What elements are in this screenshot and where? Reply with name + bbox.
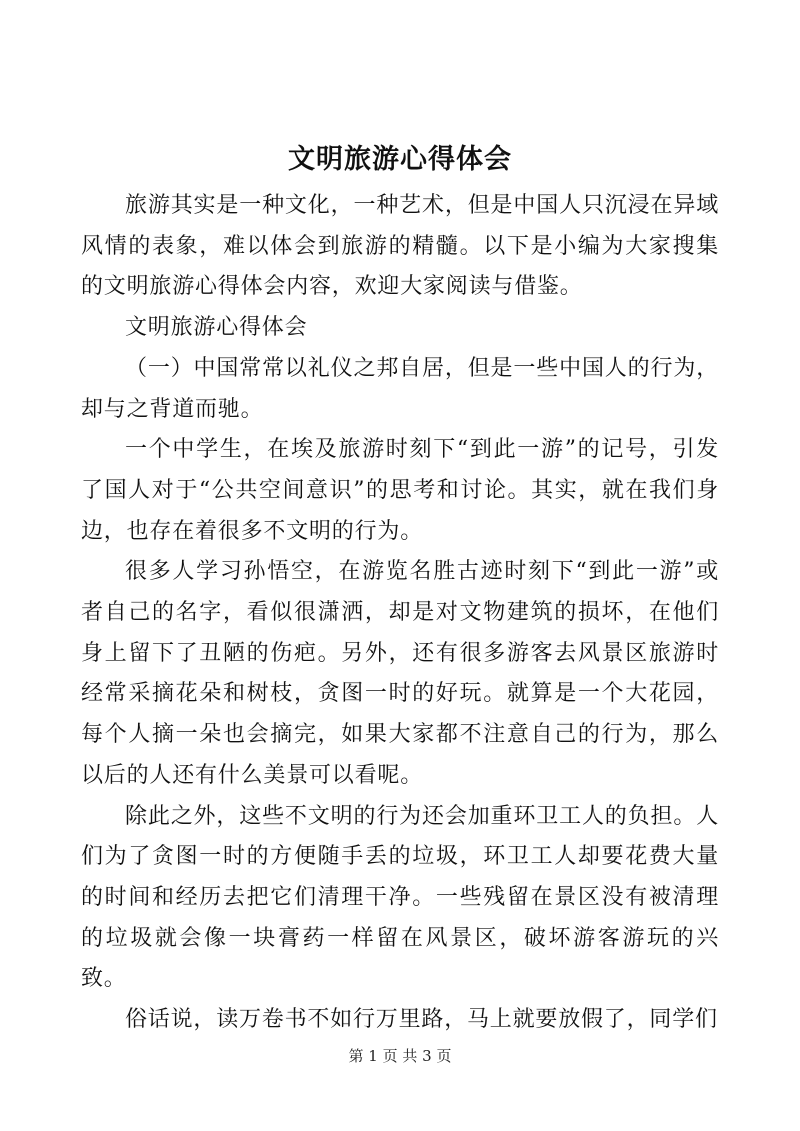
document-body (81, 186, 719, 1041)
paragraph-section-one: （一）中国常常以礼仪之邦自居，但是一些中国人的行为，却与之背道而驰。 (81, 355, 719, 422)
page-footer: 第 1 页 共 3 页 (348, 1047, 452, 1065)
document-title: 文明旅游心得体会 (288, 144, 512, 175)
paragraph-proverb: 俗话说，读万卷书不如行万里路，马上就要放假了，同学们 (125, 1007, 718, 1033)
paragraph-egypt-student: 一个中学生，在埃及旅游时刻下“到此一游”的记号，引发了国人对于“公共空间意识”的思考和讨论。其实，就在我们身边，也存在着很多不文明的行为。 (81, 437, 719, 544)
paragraph-sun-wukong: 很多人学习孙悟空，在游览名胜古迹时刻下“到此一游”或者自己的名字，看似很潇洒，却是对文物建筑的损坏，在他们身上留下了丑陋的伤疤。另外，还有很多游客去风景区旅游时经常采摘花朵和树枝，贪图一时的好玩。就算是一个大花园，每个人摘一朵也会摘完，如果大家都不注意自己的行为，那么以后的人还有什么美景可以看呢。 (81, 559, 719, 788)
paragraph-sanitation-workers: 除此之外，这些不文明的行为还会加重环卫工人的负担。人们为了贪图一时的方便随手丢的垃圾，环卫工人却要花费大量的时间和经历去把它们清理干净。一些残留在景区没有被清理的垃圾就会像一块膏药一样留在风景区，破坏游客游玩的兴致。 (81, 803, 719, 992)
paragraph-subtitle: 文明旅游心得体会 (125, 315, 308, 341)
paragraph-intro: 旅游其实是一种文化，一种艺术，但是中国人只沉浸在异域风情的表象，难以体会到旅游的精髓。以下是小编为大家搜集的文明旅游心得体会内容，欢迎大家阅读与借鉴。 (81, 193, 719, 300)
